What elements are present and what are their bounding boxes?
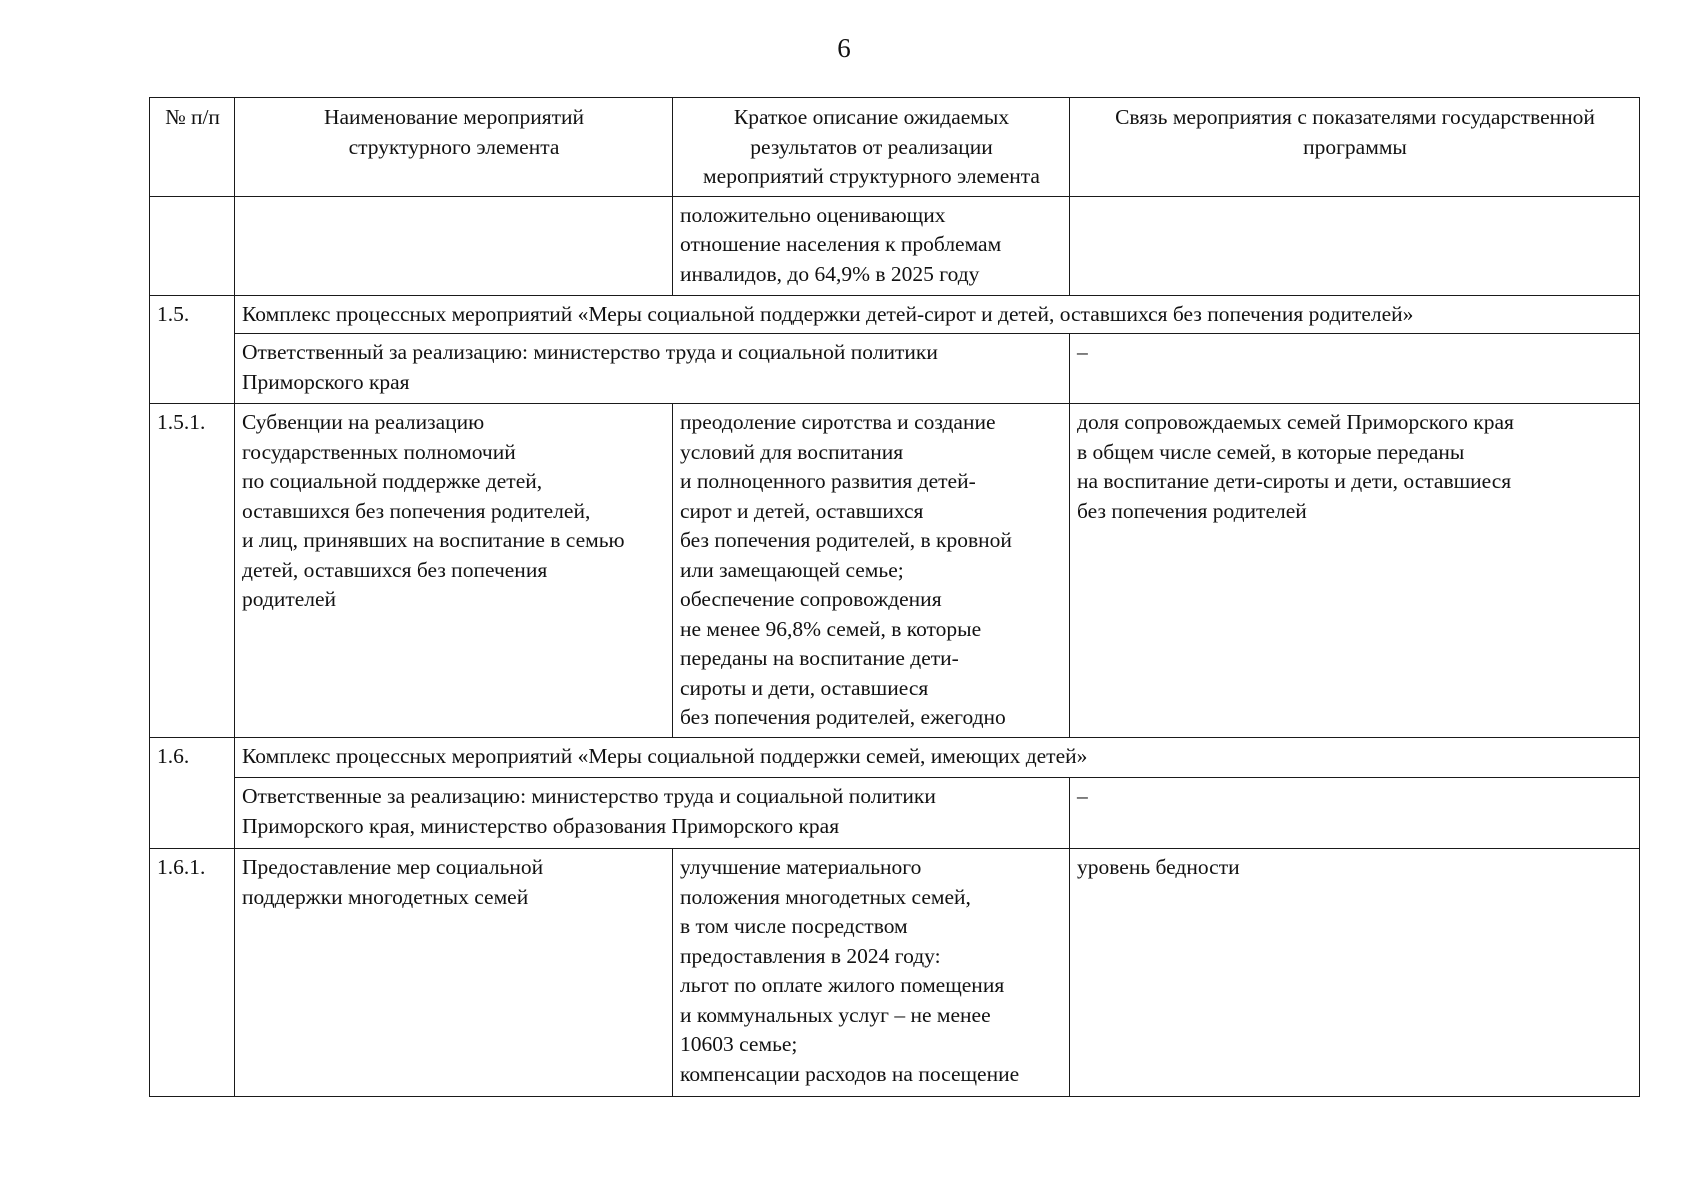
section-title-1-5: Комплекс процессных мероприятий «Меры социальной поддержки детей-сирот и детей, оставшихся без попечения родителей»: [235, 295, 1640, 334]
responsible-row-1-5: [150, 334, 1640, 404]
measures-table: [149, 97, 1640, 1097]
header-measure-name: Наименование мероприятий структурного элемента: [235, 98, 673, 197]
measure-results-1-6-1: улучшение материального положения многодетных семей, в том числе посредством предоставления в 2024 году: льгот по оплате жилого помещения и коммунальных услуг – не менее 10603 семье; компенсации расходов на посещение: [673, 849, 1070, 1097]
continuation-row: [150, 196, 1640, 295]
section-title-1-6: Комплекс процессных мероприятий «Меры социальной поддержки семей, имеющих детей»: [235, 738, 1640, 778]
responsible-link-1-5: –: [1070, 334, 1640, 404]
section-row-1-6: [150, 738, 1640, 778]
responsible-link-1-6: –: [1070, 778, 1640, 849]
responsible-1-5: Ответственный за реализацию: министерство труда и социальной политики Приморского края: [235, 334, 1070, 404]
responsible-1-6: Ответственные за реализацию: министерство труда и социальной политики Приморского края, министерство образования Приморского края: [235, 778, 1070, 849]
measure-name-1-5-1: Субвенции на реализацию государственных полномочий по социальной поддержке детей, оставшихся без попечения родителей, и лиц, принявших на воспитание в семью детей, оставшихся без попечения родителей: [235, 404, 673, 738]
continuation-results: положительно оценивающих отношение населения к проблемам инвалидов, до 64,9% в 2025 году: [673, 196, 1070, 295]
measure-row-1-5-1: [150, 404, 1640, 738]
continuation-name: [235, 196, 673, 295]
section-row-1-5: [150, 295, 1640, 334]
measure-number-1-5-1: 1.5.1.: [150, 404, 235, 738]
table-header-row: [150, 98, 1640, 197]
page-number: 6: [837, 33, 851, 63]
continuation-number: [150, 196, 235, 295]
measure-number-1-6-1: 1.6.1.: [150, 849, 235, 1097]
responsible-row-1-6: [150, 778, 1640, 849]
measure-link-1-6-1: уровень бедности: [1070, 849, 1640, 1097]
measure-row-1-6-1: [150, 849, 1640, 1097]
measure-link-1-5-1: доля сопровождаемых семей Приморского края в общем числе семей, в которые переданы на воспитание дети-сироты и дети, оставшиеся без попечения родителей: [1070, 404, 1640, 738]
measure-results-1-5-1: преодоление сиротства и создание условий для воспитания и полноценного развития детей- сирот и детей, оставшихся без попечения родителей, в кровной или замещающей семье; обеспечение сопровождения не менее 96,8% семей, в которые переданы на воспитание дети- сироты и дети, оставшиеся без попечения родителей, ежегодно: [673, 404, 1070, 738]
measure-name-1-6-1: Предоставление мер социальной поддержки многодетных семей: [235, 849, 673, 1097]
header-expected-results: Краткое описание ожидаемых результатов от реализации мероприятий структурного элемента: [673, 98, 1070, 197]
header-number: № п/п: [150, 98, 235, 197]
section-number-1-6: 1.6.: [150, 738, 235, 849]
section-number-1-5: 1.5.: [150, 295, 235, 404]
continuation-link: [1070, 196, 1640, 295]
header-indicator-link: Связь мероприятия с показателями государственной программы: [1070, 98, 1640, 197]
